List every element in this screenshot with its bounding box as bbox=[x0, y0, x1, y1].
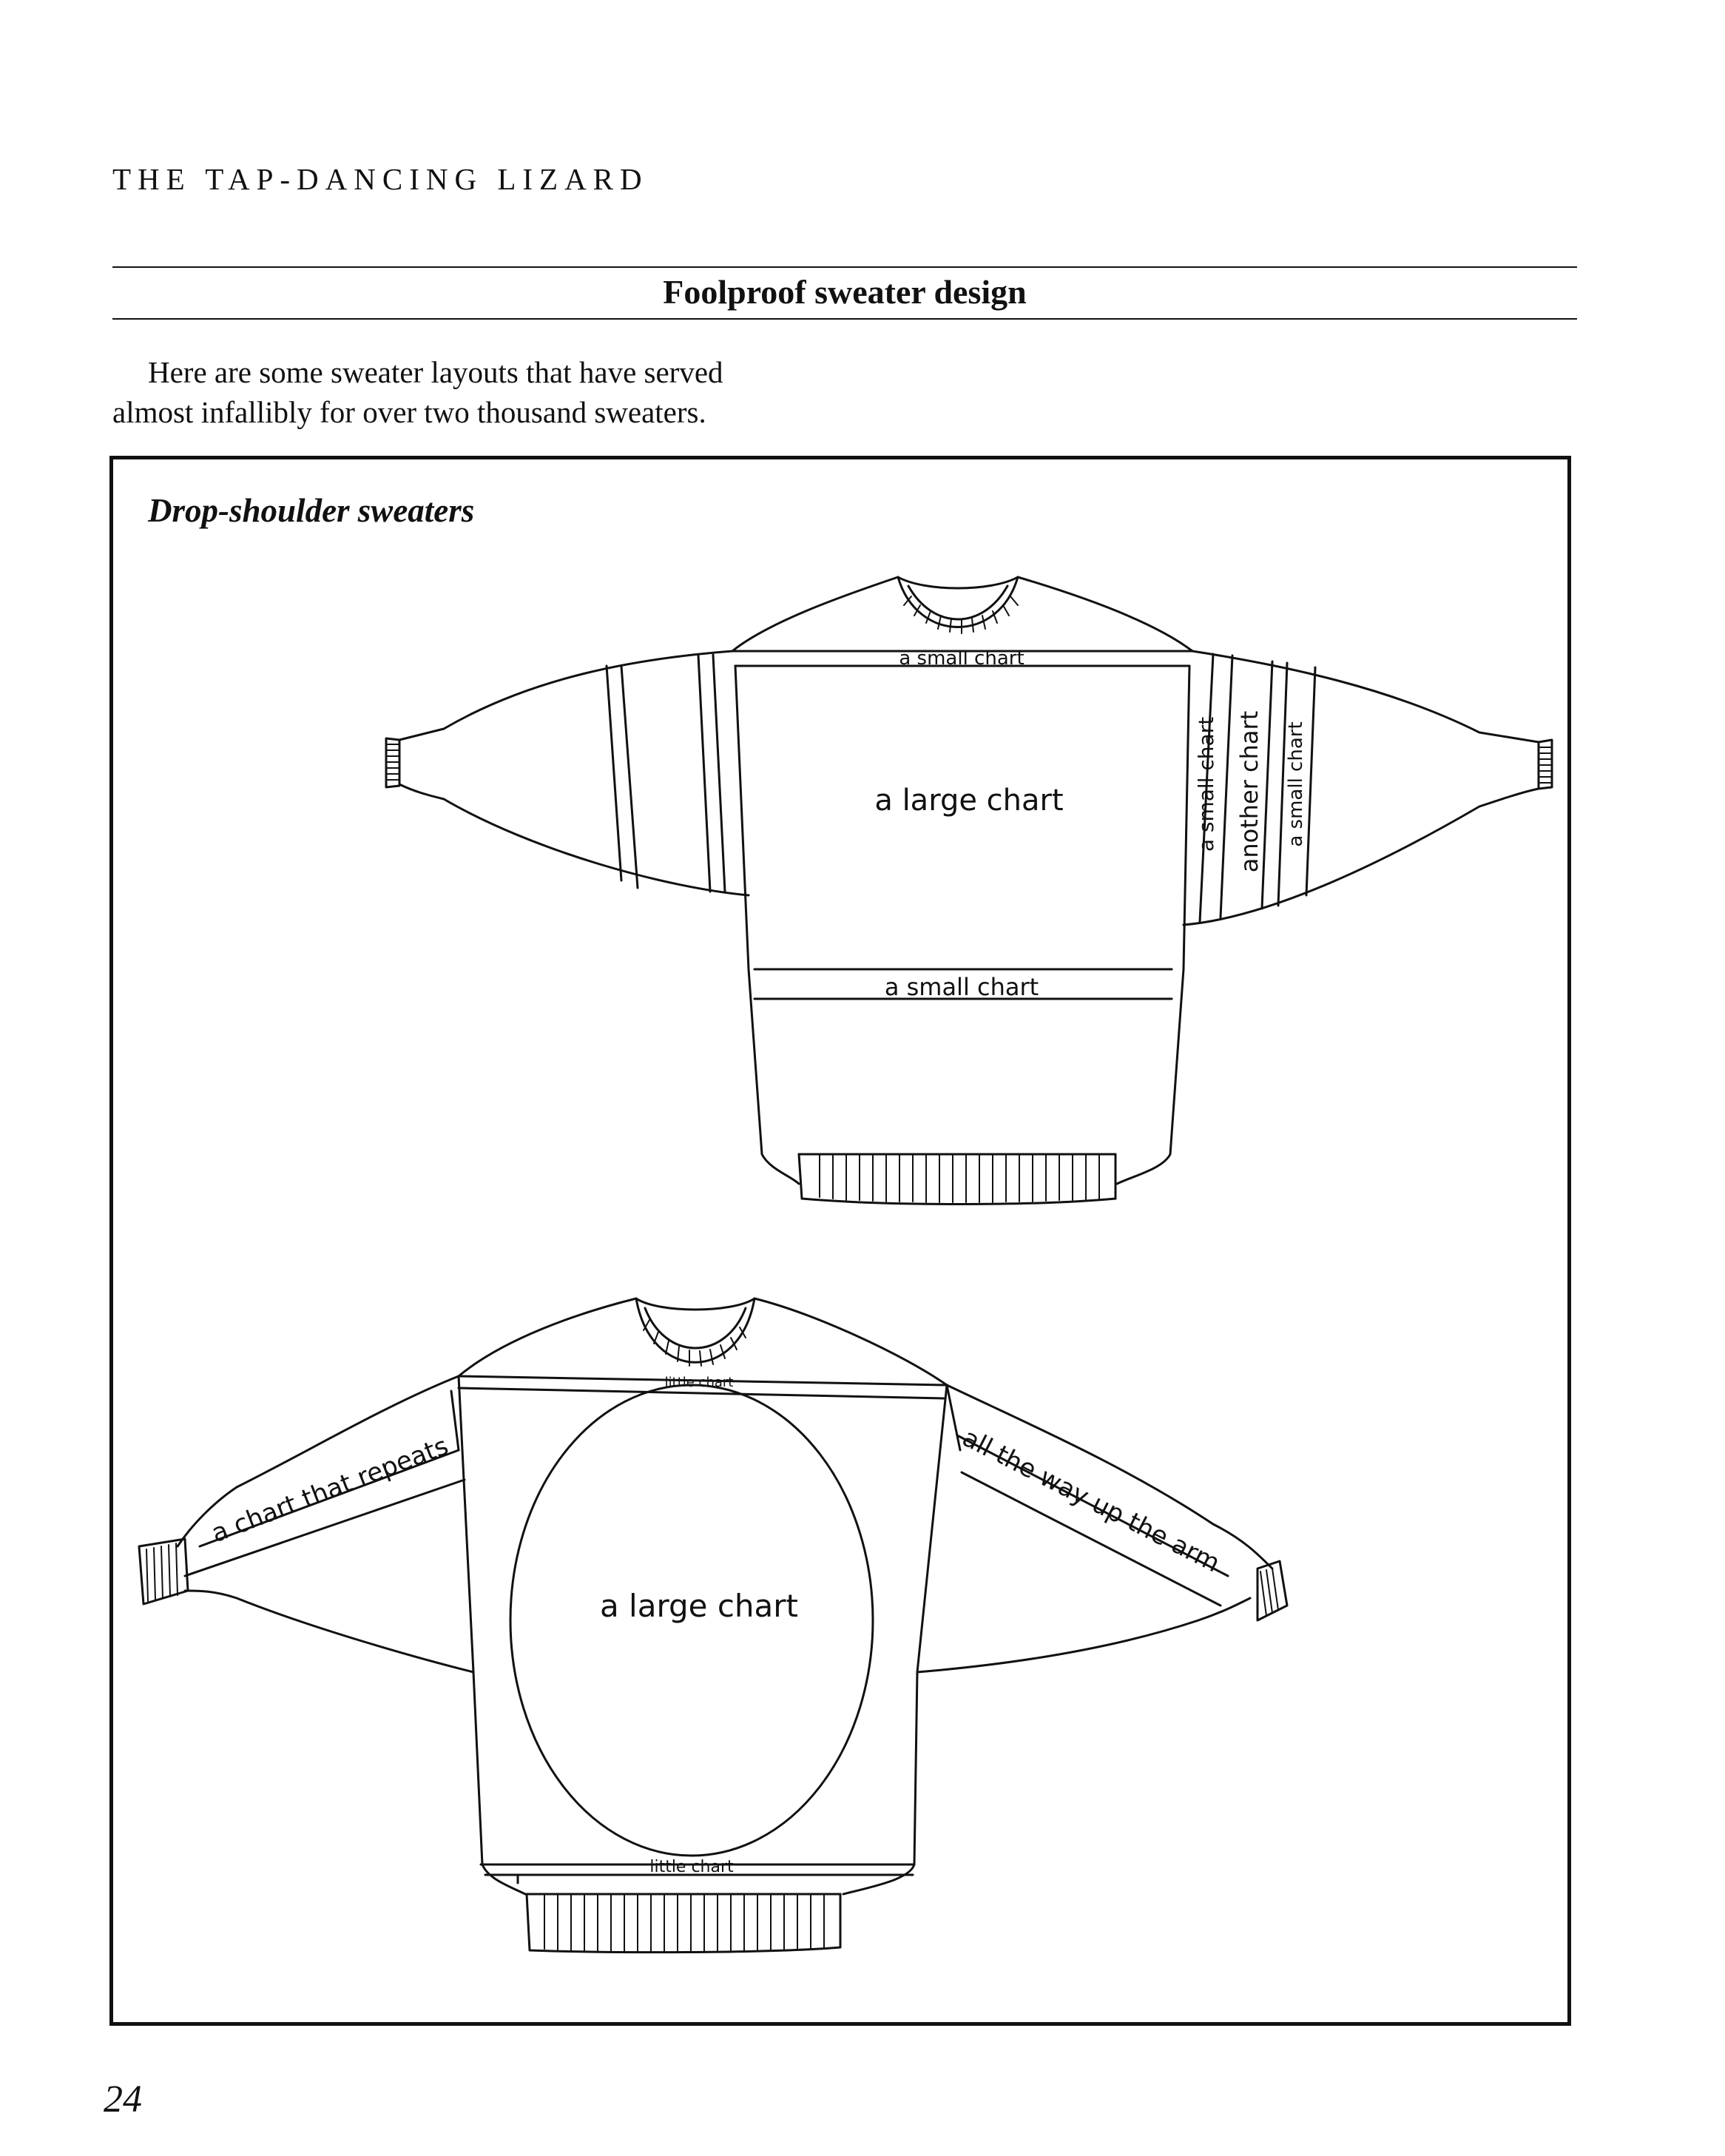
back-left-sleeve-label: a chart that repeats bbox=[207, 1431, 453, 1549]
back-sweater-drawing bbox=[139, 1298, 1287, 1953]
back-hem-label: little chart bbox=[649, 1858, 734, 1876]
back-body-label: a large chart bbox=[599, 1588, 799, 1624]
running-head: THE TAP-DANCING LIZARD bbox=[112, 162, 649, 196]
front-body-label: a large chart bbox=[874, 784, 1064, 818]
front-sleeve-label-2: another chart bbox=[1235, 710, 1263, 873]
front-yoke-label: a small chart bbox=[899, 647, 1024, 670]
front-sleeve-label-1: a small chart bbox=[1194, 716, 1218, 852]
back-right-sleeve-label: all the way up the arm bbox=[957, 1423, 1225, 1579]
page-number: 24 bbox=[104, 2078, 142, 2120]
front-sweater-drawing bbox=[386, 577, 1552, 1205]
figure-caption: Drop-shoulder sweaters bbox=[148, 492, 475, 529]
intro-line-1: Here are some sweater layouts that have served bbox=[148, 355, 723, 389]
front-sleeve-label-3: a small chart bbox=[1285, 721, 1307, 847]
intro-line-2: almost infallibly for over two thousand sweaters. bbox=[112, 395, 706, 429]
back-yoke-label: little chart bbox=[664, 1375, 734, 1390]
section-title: Foolproof sweater design bbox=[663, 273, 1027, 311]
front-hem-label: a small chart bbox=[884, 973, 1039, 1001]
